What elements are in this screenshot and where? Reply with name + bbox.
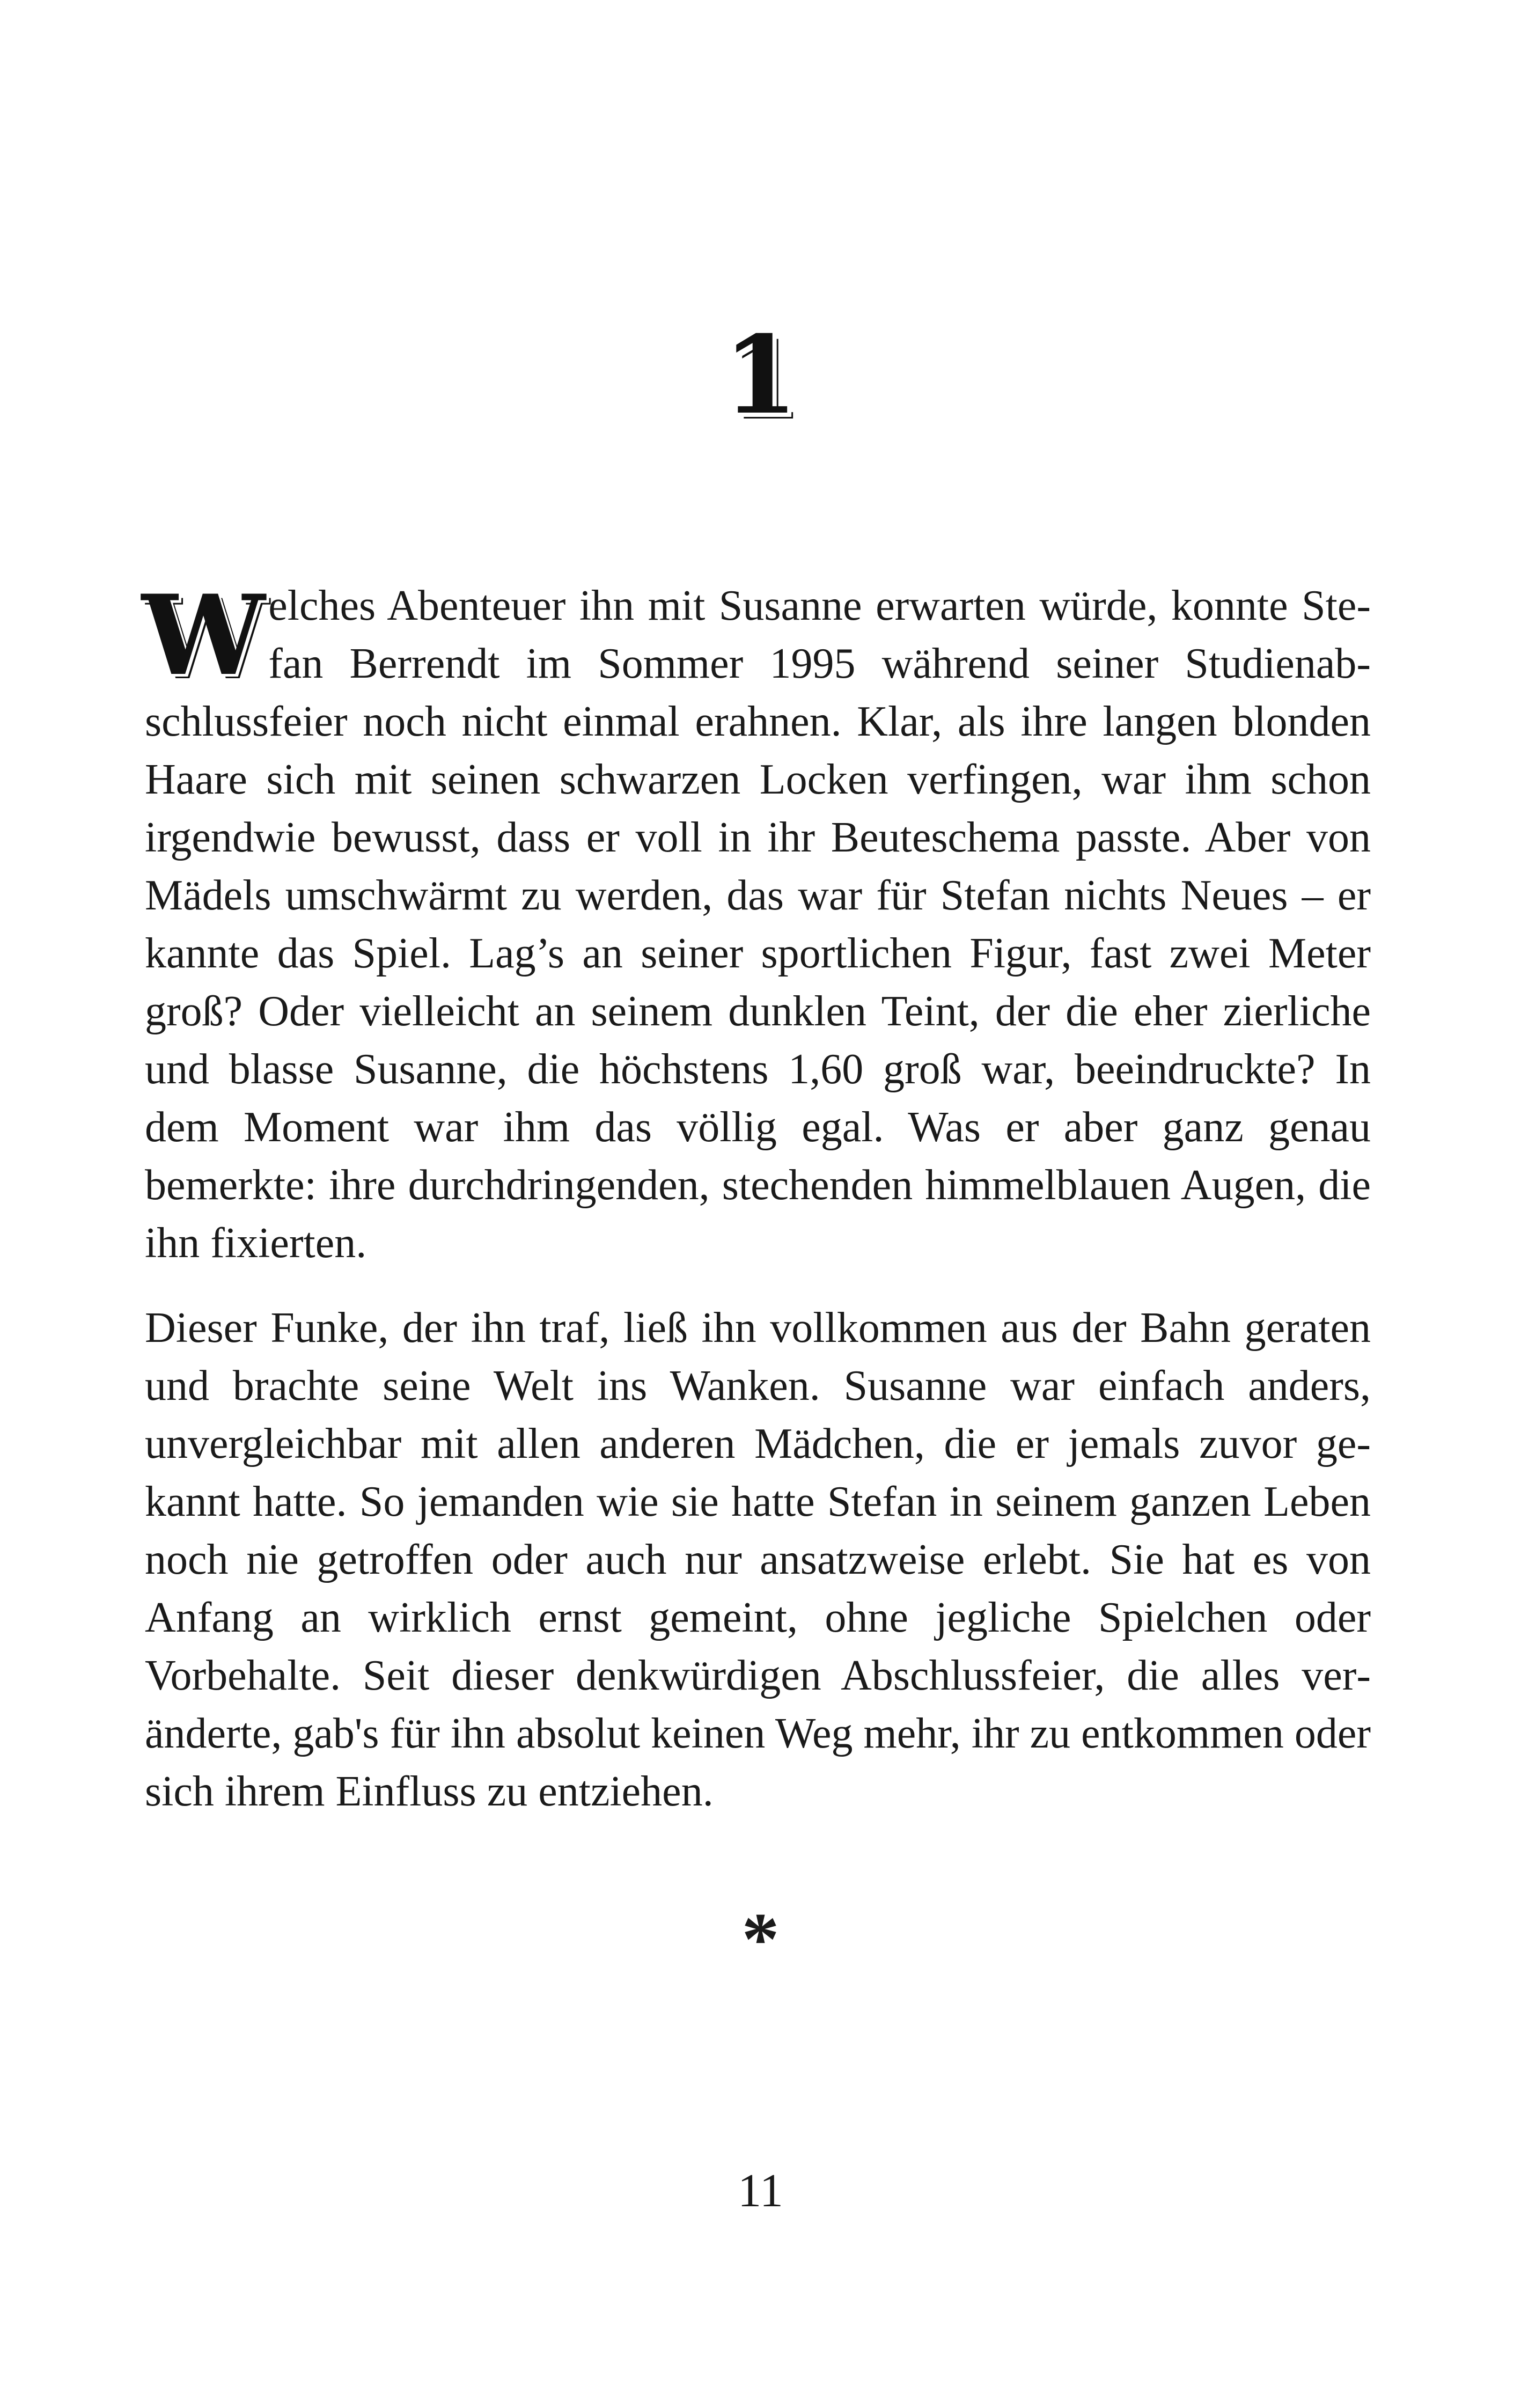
- scene-break-asterisk: *: [741, 1898, 780, 1981]
- drop-cap: W: [142, 571, 266, 700]
- page-number: 11: [738, 2165, 783, 2217]
- chapter-body: [142, 571, 1371, 1820]
- paragraph-1-text: elches Abenteuer ihn mit Susanne erwarten würde, konnte Stefan Berrendt im Sommer 1995 während seiner Studienabschlussfeier noch nicht einmal erahnen. Klar, als ihre langen blonden Haare sich mit seinen schwarzen Locken verfingen, war ihm schon irgendwie bewusst, dass er voll in ihr Beuteschema passte. Aber von Mädels umschwärmt zu werden, das war für Stefan nichts Neues – er kannte das Spiel. Lag’s an seiner sportlichen Figur, fast zwei Meter groß? Oder vielleicht an seinem dunklen Teint, der die eher zierliche und blasse Susanne, die höchstens 1,60 groß war, beeindruckte? In dem Moment war ihm das völlig egal. Was er aber ganz genau bemerkte: ihre durchdringenden, stechenden himmelblauen Augen, die ihn fixierten.: [145, 582, 1371, 1267]
- paragraph-1: [142, 571, 1371, 1272]
- paragraph-2: Dieser Funke, der ihn traf, ließ ihn vollkommen aus der Bahn geraten und brachte seine Welt ins Wanken. Susanne war einfach anders, unvergleichbar mit allen anderen Mädchen, die er jemals zuvor gekannt hatte. So jemanden wie sie hatte Stefan in seinem ganzen Leben noch nie getroffen oder auch nur ansatzweise erlebt. Sie hat es von Anfang an wirklich ernst gemeint, ohne jegliche Spielchen oder Vorbehalte. Seit dieser denkwürdigen Abschlussfeier, die alles veränderte, gab's für ihn absolut keinen Weg mehr, ihr zu entkommen oder sich ihrem Einfluss zu entziehen.: [145, 1304, 1371, 1815]
- chapter-number: 1: [723, 312, 798, 438]
